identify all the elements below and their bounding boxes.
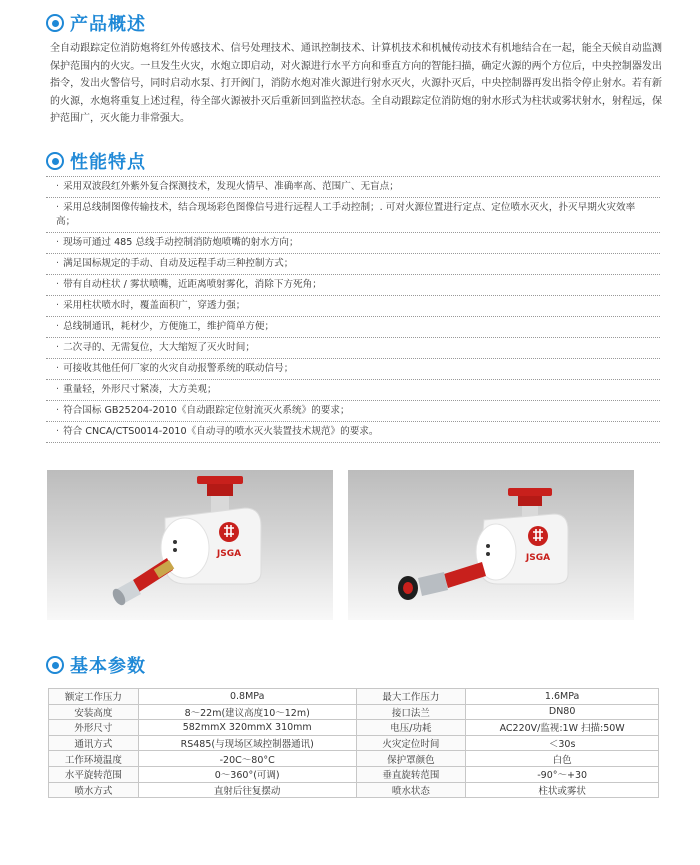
param-value: 1.6MPa <box>466 689 659 705</box>
param-value: 0.8MPa <box>138 689 356 705</box>
feature-item <box>46 254 660 275</box>
feature-text: 采用双波段红外紫外复合探测技术，发现火情早、准确率高、范围广、无盲点； <box>63 181 399 192</box>
feature-text: 采用总线制图像传输技术，结合现场彩色图像信号进行远程人工手动控制；. 可对火源位置进行定点、定位喷水灭火，扑灭早期火灾效率高； <box>56 202 636 227</box>
feature-text: 符合 CNCA/CTS0014-2010《自动寻的喷水灭火装置技术规范》的要求。 <box>63 426 379 437</box>
bullet-dot-icon: · <box>56 181 60 192</box>
feature-item <box>46 359 660 380</box>
feature-text: 带有自动柱状 / 雾状喷嘴，近距离喷射雾化，消除下方死角； <box>63 279 322 290</box>
bullet-dot-icon: · <box>56 384 60 395</box>
param-value: 582mmX 320mmX 310mm <box>138 720 356 736</box>
feature-item <box>46 233 660 254</box>
bullet-circle-icon <box>46 152 64 170</box>
param-label: 喷水方式 <box>49 782 139 798</box>
product-photo-right <box>348 470 634 620</box>
param-value: -90°～+30 <box>466 766 659 782</box>
param-label: 安装高度 <box>49 704 139 720</box>
param-label: 通讯方式 <box>49 735 139 751</box>
bullet-dot-icon: · <box>56 300 60 311</box>
bullet-circle-icon <box>46 14 64 32</box>
feature-text: 现场可通过 485 总线手动控制消防炮喷嘴的射水方向； <box>63 237 299 248</box>
feature-item <box>46 198 660 233</box>
params-row <box>49 782 659 798</box>
feature-item <box>46 317 660 338</box>
param-label: 保护罩颜色 <box>356 751 466 767</box>
param-label: 水平旋转范围 <box>49 766 139 782</box>
param-value: AC220V/监视:1W 扫描:50W <box>466 720 659 736</box>
overview-paragraph: 全自动跟踪定位消防炮将红外传感技术、信号处理技术、通讯控制技术、计算机技术和机械传动技术有机地结合在一起，能全天候自动监测保护范围内的火灾。一旦发生火灾，水炮立即启动，对火源进行水平方向和垂直方向的智能扫描，确定火源的两个方位后，中央控制器发出指令，发出火警信号，同时启动水泵、打开阀门，消防水炮对准火源进行射水灭火，火源扑灭后，中央控制器再发出指令停止射水。若有新的火源，水炮将重复上述过程，待全部火源被扑灭后重新回到监控状态。全自动跟踪定位消防炮的射水形式为柱状或雾状射水，射程远，保护范围广，灭火能力非常强大。 <box>50 43 662 124</box>
params-table <box>48 688 659 798</box>
bullet-dot-icon: · <box>56 363 60 374</box>
params-row <box>49 689 659 705</box>
overview-header <box>46 10 146 36</box>
params-row <box>49 766 659 782</box>
param-label: 最大工作压力 <box>356 689 466 705</box>
feature-item <box>46 275 660 296</box>
params-header <box>46 652 146 678</box>
bullet-dot-icon: · <box>56 321 60 332</box>
param-value: 0～360°(可调) <box>138 766 356 782</box>
feature-item <box>46 401 660 422</box>
feature-text: 符合国标 GB25204-2010《自动跟踪定位射流灭火系统》的要求； <box>63 405 350 416</box>
feature-item <box>46 422 660 443</box>
feature-text: 二次寻的、无需复位，大大缩短了灭火时间； <box>63 342 255 353</box>
param-value: 8～22m(建议高度10～12m) <box>138 704 356 720</box>
params-row <box>49 704 659 720</box>
feature-text: 重量轻，外形尺寸紧凑，大方美观； <box>63 384 217 395</box>
param-label: 外形尺寸 <box>49 720 139 736</box>
bullet-dot-icon: · <box>56 279 60 290</box>
param-label: 火灾定位时间 <box>356 735 466 751</box>
feature-item <box>46 296 660 317</box>
feature-text: 可接收其他任何厂家的火灾自动报警系统的联动信号； <box>63 363 294 374</box>
param-label: 喷水状态 <box>356 782 466 798</box>
param-value: 柱状或雾状 <box>466 782 659 798</box>
feature-text: 采用柱状喷水时，覆盖面积广，穿透力强； <box>63 300 246 311</box>
feature-item <box>46 338 660 359</box>
feature-text: 满足国标规定的手动、自动及远程手动三种控制方式； <box>63 258 294 269</box>
overview-title: 产品概述 <box>70 14 146 35</box>
params-row <box>49 751 659 767</box>
params-row <box>49 735 659 751</box>
param-label: 额定工作压力 <box>49 689 139 705</box>
brand-logo-text: JSGA <box>525 553 551 563</box>
bullet-dot-icon: · <box>56 237 60 248</box>
param-label: 电压/功耗 <box>356 720 466 736</box>
bullet-dot-icon: · <box>56 258 60 269</box>
param-value: 直射后往复摆动 <box>138 782 356 798</box>
bullet-dot-icon: · <box>56 202 60 213</box>
brand-logo-text: JSGA <box>216 549 242 559</box>
params-row <box>49 720 659 736</box>
bullet-dot-icon: · <box>56 426 60 437</box>
param-value: RS485(与现场区域控制器通讯) <box>138 735 356 751</box>
features-title: 性能特点 <box>70 152 146 173</box>
param-label: 接口法兰 <box>356 704 466 720</box>
product-photo-left <box>47 470 333 620</box>
param-value: ＜30s <box>466 735 659 751</box>
param-value: 白色 <box>466 751 659 767</box>
bullet-dot-icon: · <box>56 405 60 416</box>
feature-text: 总线制通讯，耗材少，方便施工，维护简单方便； <box>63 321 275 332</box>
param-value: DN80 <box>466 704 659 720</box>
param-value: -20C～80°C <box>138 751 356 767</box>
param-label: 垂直旋转范围 <box>356 766 466 782</box>
features-list <box>46 176 660 443</box>
param-label: 工作环境温度 <box>49 751 139 767</box>
feature-item <box>46 380 660 401</box>
params-title: 基本参数 <box>70 656 146 677</box>
bullet-dot-icon: · <box>56 342 60 353</box>
feature-item <box>46 177 660 198</box>
features-header <box>46 148 146 174</box>
bullet-circle-icon <box>46 656 64 674</box>
